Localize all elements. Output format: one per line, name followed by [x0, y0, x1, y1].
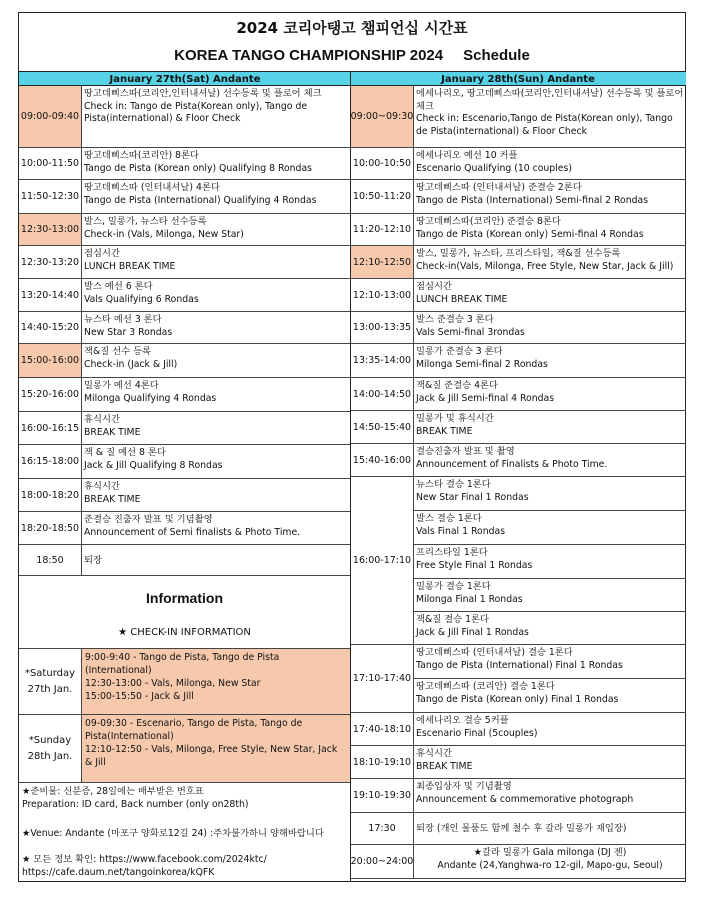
day2-schedule-row: [351, 148, 686, 180]
time-cell: 14:50-15:40: [351, 411, 414, 443]
event-line: BREAK TIME: [416, 425, 473, 437]
day1-schedule-row: [19, 479, 350, 512]
day1-schedule-row: [19, 86, 350, 148]
event-line: Vals Qualifying 6 Rondas: [84, 293, 199, 305]
day2-schedule-row: [351, 411, 686, 444]
event-cell: [82, 479, 350, 511]
event-cell: [414, 344, 686, 377]
event-line: 점심시간: [84, 248, 120, 259]
title-english-main: KOREA TANGO CHAMPIONSHIP 2024: [174, 47, 444, 64]
time-cell: 09:00~09:30: [351, 86, 414, 147]
time-cell: 18:00-18:20: [19, 479, 82, 511]
event-cell: [414, 246, 686, 278]
time-cell: 18:10-19:10: [351, 746, 414, 778]
event-line: Tango de Pista (International) Qualifying 4 Rondas: [84, 194, 317, 206]
event-line: 밀롱가 예선 4론다: [84, 380, 159, 391]
event-cell: [82, 512, 350, 544]
event-cell: [82, 445, 350, 478]
event-cell: [82, 214, 350, 245]
day1-schedule-row: [19, 512, 350, 545]
facebook-link[interactable]: ★ 모든 정보 확인: https://www.facebook.com/2024ktc/: [22, 854, 267, 865]
event-line: 발스 결승 1론다: [416, 513, 482, 524]
event-cell: [414, 713, 686, 745]
preparation-line: ★준비물: 신분증, 28일에는 배부받은 번호표: [22, 786, 204, 797]
checkin-line: 12:10-12:50 - Vals, Milonga, Free Style, New Star, Jack & Jill: [85, 744, 338, 768]
event-line: 뉴스타 예선 3 론다: [84, 314, 162, 325]
event-line: 휴식시간: [84, 481, 120, 492]
time-cell: 17:30: [351, 813, 414, 844]
time-cell: 10:50-11:20: [351, 180, 414, 213]
day1-schedule-row: [19, 378, 350, 412]
day2-schedule-row: [351, 645, 686, 713]
time-cell: 20:00~24:00: [351, 845, 414, 878]
time-cell: 12:30-13:20: [19, 246, 82, 278]
preparation-line: Preparation: ID card, Back number (only on28th): [22, 799, 249, 810]
time-cell: 12:10-13:00: [351, 279, 414, 311]
event-line: Milonga Final 1 Rondas: [416, 593, 523, 605]
time-cell: 15:40-16:00: [351, 444, 414, 476]
event-line: 발스 예선 6 론다: [84, 281, 153, 292]
event-cell: [414, 312, 686, 343]
day2-schedule-row: [351, 344, 686, 378]
event-line: Check in: Tango de Pista(Korean only), Tango de Pista(international) & Floor Check: [84, 100, 308, 125]
day2-schedule-row: [351, 845, 686, 879]
event-cell: [82, 344, 350, 377]
event-cell: [414, 214, 686, 245]
event-line: Jack & Jill Qualifying 8 Rondas: [84, 459, 223, 471]
sunday-label-line: *Sunday: [28, 734, 72, 746]
event-line: 땅고데삐스따(코리안) 준결승 8론다: [416, 216, 561, 227]
event-line: Announcement of Finalists & Photo Time.: [416, 458, 608, 470]
event-line: Free Style Final 1 Rondas: [416, 559, 533, 571]
time-cell: 16:00-16:15: [19, 412, 82, 444]
event-line: Check-in (Vals, Milonga, New Star): [84, 228, 244, 240]
event-line: ★갈라 밀롱가 Gala milonga (DJ 젠): [473, 847, 627, 858]
time-cell: 17:10-17:40: [351, 645, 414, 712]
day2-schedule-row: [351, 312, 686, 344]
event-line: Tango de Pista (International) Semi-final 2 Rondas: [416, 194, 649, 206]
event-cell: [414, 180, 686, 213]
event-line: 밀롱가 결승 1론다: [416, 581, 491, 592]
day2-schedule-row: [351, 477, 686, 645]
day2-schedule-row: [351, 180, 686, 214]
event-line: 결승진출자 발표 및 촬영: [416, 446, 515, 457]
event-line: Vals Semi-final 3rondas: [416, 326, 525, 338]
event-line: 휴식시간: [84, 414, 120, 425]
event-line: Escenario Final (5couples): [416, 727, 538, 739]
event-cell: [414, 86, 686, 147]
day2-schedule-row: [351, 378, 686, 411]
sunday-checkin-times: [82, 715, 350, 782]
event-line: Announcement of Semi finalists & Photo Time.: [84, 526, 301, 538]
event-line: Vals Final 1 Rondas: [416, 525, 506, 537]
event-line: 발스 준결승 3 론다: [416, 314, 494, 325]
event-line: BREAK TIME: [416, 760, 473, 772]
day1-schedule: [19, 86, 350, 578]
event-cell: [414, 148, 686, 179]
event-line: Jack & Jill Final 1 Rondas: [416, 626, 529, 638]
time-cell: 10:00-11:50: [19, 148, 82, 179]
event-line: 땅고데삐스따 (코리안) 결승 1론다: [416, 681, 555, 692]
title-english: [19, 47, 685, 64]
event-cell: [82, 180, 350, 213]
sunday-label: [19, 715, 82, 782]
sunday-checkin-block: [19, 714, 350, 782]
day2-schedule-row: [351, 813, 686, 845]
links-note: [19, 851, 350, 881]
event-line: 밀롱가 준결승 3 론다: [416, 346, 503, 357]
event-line: 에세나리오 예선 10 커플: [416, 150, 518, 161]
event-line: 준결승 진출자 발표 및 기념촬영: [84, 514, 213, 525]
event-line: Andante (24,Yanghwa-ro 12-gil, Mapo-gu, Seoul): [437, 859, 663, 871]
event-cell: [414, 612, 686, 645]
time-cell: 11:50-12:30: [19, 180, 82, 213]
event-line: LUNCH BREAK TIME: [84, 260, 176, 272]
event-line: New Star 3 Rondas: [84, 326, 173, 338]
event-line: 땅고데삐스따 (인터내셔날) 준결승 2론다: [416, 182, 582, 193]
event-line: New Star Final 1 Rondas: [416, 491, 529, 503]
day2-header: January 28th(Sun) Andante: [350, 71, 686, 86]
time-cell: 11:20-12:10: [351, 214, 414, 245]
event-line: 땅고데삐스따(코리안,인터내셔날) 선수등록 및 플로어 체크: [84, 88, 322, 99]
event-line: Jack & Jill Semi-final 4 Rondas: [416, 392, 555, 404]
day2-schedule-row: [351, 86, 686, 148]
saturday-label-line: *Saturday: [24, 667, 76, 679]
event-line: 에세나리오 결승 5커플: [416, 715, 509, 726]
event-cell: [82, 412, 350, 444]
event-cell: [414, 779, 686, 812]
event-line: 땅고데삐스따(코리안) 8론다: [84, 150, 199, 161]
event-cell: [82, 312, 350, 343]
event-line: Tango de Pista (Korean only) Qualifying 8 Rondas: [84, 162, 313, 174]
event-cell: [414, 579, 686, 612]
column-divider: [350, 71, 351, 882]
event-line: Escenario Qualifying (10 couples): [416, 162, 572, 174]
event-line: 잭&질 결승 1론다: [416, 614, 489, 625]
day1-schedule-row: [19, 312, 350, 344]
time-cell: 15:00-16:00: [19, 344, 82, 377]
event-line: 퇴장: [84, 554, 102, 566]
event-cell: [414, 679, 686, 713]
time-cell: 14:40-15:20: [19, 312, 82, 343]
event-cell: [414, 477, 686, 511]
day1-schedule-row: [19, 412, 350, 445]
saturday-checkin-times: [82, 649, 350, 714]
time-cell: 12:10-12:50: [351, 246, 414, 278]
day2-schedule-row: [351, 279, 686, 312]
day1-schedule-row: [19, 148, 350, 180]
time-cell: 18:50: [19, 545, 82, 575]
day2-schedule-row: [351, 214, 686, 246]
day2-schedule: [351, 86, 686, 882]
event-line: 땅고데삐스따 (인터내셔날) 결승 1론다: [416, 647, 573, 658]
event-line: 밀롱가 및 휴식시간: [416, 413, 494, 424]
event-cell: [82, 148, 350, 179]
day1-schedule-row: [19, 545, 350, 576]
event-cell: [82, 545, 350, 575]
event-line: LUNCH BREAK TIME: [416, 293, 508, 305]
day1-schedule-row: [19, 279, 350, 312]
time-cell: 09:00-09:40: [19, 86, 82, 147]
checkin-line: 12:30-13:00 - Vals, Milonga, New Star: [85, 678, 261, 689]
event-line: Check-in(Vals, Milonga, Free Style, New Star, Jack & Jill): [416, 260, 674, 272]
event-cell: [414, 511, 686, 545]
event-line: Tango de Pista (International) Final 1 Rondas: [416, 659, 623, 671]
schedule-document: [18, 12, 686, 882]
event-cell: [414, 545, 686, 579]
event-line: 잭&질 준결승 4론다: [416, 380, 498, 391]
preparation-note: [19, 782, 350, 813]
day2-schedule-row: [351, 746, 686, 779]
day2-schedule-row: [351, 713, 686, 746]
event-line: 뉴스타 결승 1론다: [416, 479, 491, 490]
time-cell: 15:20-16:00: [19, 378, 82, 411]
event-line: Check-in (Jack & Jill): [84, 358, 178, 370]
day1-schedule-row: [19, 180, 350, 214]
event-cell: [414, 411, 686, 443]
checkin-line: 15:00-15:50 - Jack & Jill: [85, 691, 194, 702]
event-line: 퇴장 (개인 물품도 함께 철수 후 갈라 밀롱가 재입장): [416, 823, 627, 835]
day1-schedule-row: [19, 214, 350, 246]
event-line: 잭&질 선수 등록: [84, 346, 152, 357]
event-line: Tango de Pista (Korean only) Final 1 Rondas: [416, 693, 619, 705]
time-cell: 18:20-18:50: [19, 512, 82, 544]
time-cell: 14:00-14:50: [351, 378, 414, 410]
event-line: 최종입상자 및 기념촬영: [416, 781, 512, 792]
event-cell: [414, 645, 686, 679]
event-cell: [414, 845, 686, 878]
day1-schedule-row: [19, 246, 350, 279]
time-cell: 16:00-17:10: [351, 477, 414, 644]
time-cell: 19:10-19:30: [351, 779, 414, 812]
event-line: BREAK TIME: [84, 493, 141, 505]
event-line: Check in: Escenario,Tango de Pista(Korean only), Tango de Pista(international) & Floor Check: [416, 113, 673, 137]
time-cell: 13:35-14:00: [351, 344, 414, 377]
event-cell: [414, 813, 686, 844]
event-line: 발스, 밀롱가, 뉴스타 선수등록: [84, 216, 207, 227]
event-line: 발스, 밀롱가, 뉴스타, 프리스타일, 잭&질 선수등록: [416, 248, 621, 259]
event-cell: [82, 279, 350, 311]
checkin-info-title: ★ CHECK-IN INFORMATION: [118, 627, 251, 638]
event-line: 에세나리오, 땅고데삐스따(코리안,인터내셔날) 선수등록 및 플로어 체크: [416, 88, 684, 112]
day1-schedule-row: [19, 344, 350, 378]
event-cell: [414, 746, 686, 778]
time-cell: 16:15-18:00: [19, 445, 82, 478]
cafe-link[interactable]: https://cafe.daum.net/tangoinkorea/kQFK: [22, 867, 215, 878]
day2-schedule-row: [351, 779, 686, 813]
checkin-line: 09-09:30 - Escenario, Tango de Pista, Tango de Pista(International): [85, 718, 303, 742]
event-cell: [82, 378, 350, 411]
event-line: Milonga Qualifying 4 Rondas: [84, 392, 217, 404]
event-cell: [414, 378, 686, 410]
event-line: 점심시간: [416, 281, 452, 292]
event-line: 휴식시간: [416, 748, 452, 759]
saturday-checkin-block: [19, 648, 350, 714]
day2-schedule-row: [351, 444, 686, 477]
time-cell: 13:00-13:35: [351, 312, 414, 343]
time-cell: 17:40-18:10: [351, 713, 414, 745]
saturday-label: [19, 649, 82, 714]
info-heading: Information: [146, 590, 223, 606]
event-cell: [414, 279, 686, 311]
day1-schedule-row: [19, 445, 350, 479]
time-cell: 12:30-13:00: [19, 214, 82, 245]
event-cell: [414, 444, 686, 476]
event-line: 잭 & 질 예선 8 론다: [84, 447, 166, 458]
day2-schedule-row: [351, 246, 686, 279]
saturday-label-line: 27th Jan.: [27, 683, 73, 695]
event-line: 땅고데삐스따 (인터내셔날) 4론다: [84, 182, 220, 193]
event-line: Tango de Pista (Korean only) Semi-final 4 Rondas: [416, 228, 644, 240]
checkin-line: 9:00-9:40 - Tango de Pista, Tango de Pista (International): [85, 652, 280, 676]
event-line: Announcement & commemorative photograph: [416, 793, 634, 805]
venue-note: ★Venue: Andante (마포구 양화로12길 24) :주차불가하니 양해바랍니다: [22, 828, 324, 839]
event-line: BREAK TIME: [84, 426, 141, 438]
event-line: Milonga Semi-final 2 Rondas: [416, 358, 548, 370]
time-cell: 13:20-14:40: [19, 279, 82, 311]
title-schedule: Schedule: [463, 47, 530, 64]
title-korean: 2024 코리아탱고 챔피언십 시간표: [236, 19, 468, 37]
time-cell: 10:00-10:50: [351, 148, 414, 179]
event-cell: [82, 246, 350, 278]
day1-header: January 27th(Sat) Andante: [19, 71, 351, 86]
sunday-label-line: 28th Jan.: [27, 750, 73, 762]
event-line: 프리스타일 1론다: [416, 547, 488, 558]
event-cell: [82, 86, 350, 147]
